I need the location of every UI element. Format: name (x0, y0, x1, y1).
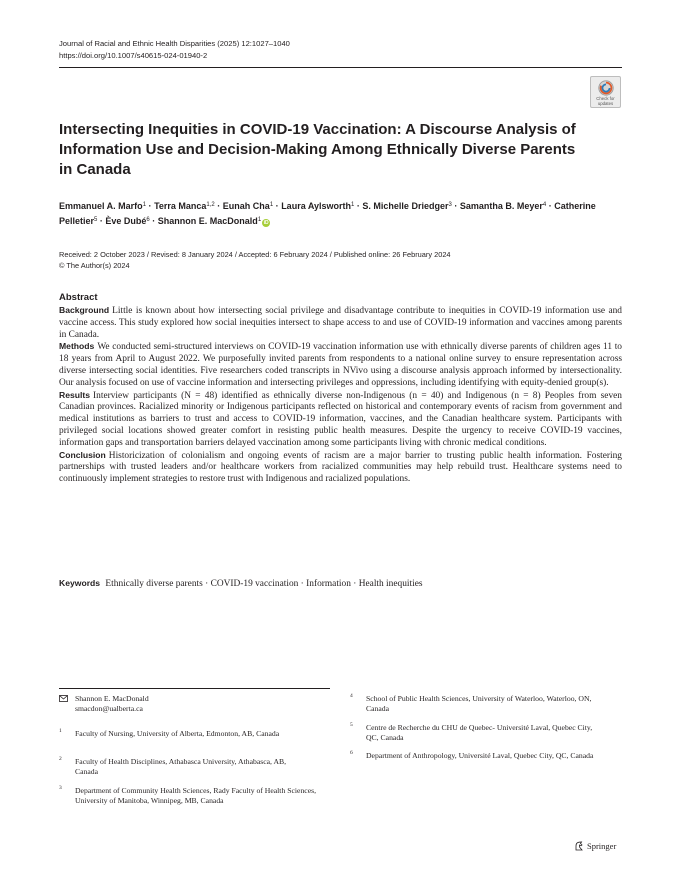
abstract-section-label: Background (59, 305, 110, 315)
badge-line-1: Check for (596, 96, 615, 101)
article-title: Intersecting Inequities in COVID-19 Vaccination: A Discourse Analysis of Information Use and Decision-Making Among Ethnically Diverse Parents in Canada (59, 121, 576, 178)
abstract-body (59, 305, 622, 486)
footnote-rule (59, 688, 330, 689)
article-dates (59, 249, 451, 271)
author-separator: · (454, 201, 458, 211)
affiliation-4 (350, 694, 622, 716)
copyright-line: © The Author(s) 2024 (59, 261, 130, 270)
doi-link[interactable]: https://doi.org/10.1007/s40615-024-01940-2 (59, 51, 208, 60)
author-list (59, 199, 624, 229)
journal-citation: Journal of Racial and Ethnic Health Disparities (2025) 12:1027–1040 (59, 39, 290, 48)
author-affiliation-marker: 5 (94, 217, 98, 223)
abstract-section-results (59, 390, 622, 450)
author-name[interactable]: S. Michelle Driedger (362, 201, 449, 211)
author-separator: · (548, 201, 552, 211)
envelope-icon (59, 695, 68, 702)
author-separator: · (356, 201, 360, 211)
abstract-section-text: Interview participants (N = 48) identified as ethnically diverse non-Indigenous (n = 40) and Indigenous (n = 8) Peoples from seven Canadian provinces. Racialized minority or Indigenous participants reflected on historical and contemporary events of racism from government and medical institutions as barriers to trust and access to COVID-19 information, vaccines, and the Canadian healthcare system. Participants with privileged social locations showed greater comfort in resisting public health measures. Despite the urgency to receive COVID-19 vaccines, information gaps and transportation barriers delayed vaccination among some participants living with chronic medical conditions. (59, 390, 622, 448)
keywords-text: Ethnically diverse parents · COVID-19 vaccination · Information · Health inequities (105, 579, 423, 589)
author-name[interactable]: Shannon E. MacDonald (157, 216, 258, 226)
abstract-section-conclusion (59, 450, 622, 486)
check-for-updates-icon (597, 79, 615, 97)
author-affiliation-marker: 3 (448, 202, 452, 208)
correspondence (59, 694, 329, 716)
springer-horse-icon (574, 841, 584, 851)
author-name[interactable]: Eunah Cha (222, 201, 270, 211)
affiliation-text: Faculty of Health Disciplines, Athabasca University, Athabasca, AB, Canada (75, 757, 287, 776)
affiliation-number: 5 (350, 722, 353, 728)
abstract-section-label: Methods (59, 341, 95, 352)
author-separator: · (99, 216, 103, 226)
author-affiliation-marker: 1 (351, 202, 355, 208)
abstract-heading: Abstract (59, 292, 98, 303)
abstract-section-label: Conclusion (59, 449, 106, 460)
author-separator: · (275, 201, 279, 211)
affiliation-2 (59, 757, 329, 779)
affiliation-text: Department of Community Health Sciences, Rady Faculty of Health Sciences, University of Manitoba, Winnipeg, MB, Canada (75, 786, 317, 805)
affiliation-5 (350, 723, 622, 745)
author-separator: · (148, 201, 152, 211)
correspondence-email[interactable]: smacdon@ualberta.ca (75, 703, 143, 713)
abstract-section-text: We conducted semi-structured interviews on COVID-19 vaccination information use with ethnically diverse parents of children ages 11 to 18 years from April to August 2022. We purposefully invited parents from respondents to a national online survey to ensure representation across diverse intersecting social identities. Five researchers coded transcripts in NVivo using a discourse analysis approach informed by intersectionality. Our analysis focused on use of vaccine information and intersecting privileges and oppressions, including identifying with equity-denied group(s). (59, 342, 622, 388)
affiliation-number: 4 (350, 693, 353, 699)
author-separator: · (152, 216, 156, 226)
correspondence-name: Shannon E. MacDonald (75, 694, 149, 703)
affiliation-number: 3 (59, 785, 62, 791)
affiliation-text: Department of Anthropology, Université Laval, Quebec City, QC, Canada (366, 751, 594, 760)
keywords-label: Keywords (59, 578, 101, 588)
author-separator: · (217, 201, 221, 211)
author-name[interactable]: Ève Dubé (105, 216, 147, 226)
author-name[interactable]: Terra Manca (154, 201, 207, 211)
affiliation-number: 1 (59, 728, 62, 734)
author-name[interactable]: Emmanuel A. Marfo (59, 201, 143, 211)
affiliation-text: Faculty of Nursing, University of Alberta, Edmonton, AB, Canada (75, 729, 280, 738)
abstract-section-background (59, 305, 622, 341)
affiliation-number: 2 (59, 756, 62, 762)
affiliation-3 (59, 786, 329, 818)
keywords (59, 578, 423, 589)
journal-header (59, 38, 290, 62)
check-for-updates-badge[interactable] (590, 76, 621, 108)
abstract-section-label: Results (59, 389, 91, 400)
author-affiliation-marker: 6 (146, 217, 150, 223)
affiliation-text: Centre de Recherche du CHU de Quebec- Université Laval, Quebec City, QC, Canada (366, 723, 593, 742)
author-name[interactable]: Catherine Pelletier (59, 201, 596, 226)
abstract-section-methods (59, 341, 622, 389)
affiliation-number: 6 (350, 750, 353, 756)
author-affiliation-marker: 1 (142, 202, 147, 208)
publisher-name: Springer (587, 841, 617, 851)
orcid-icon[interactable]: iD (263, 220, 269, 226)
author-affiliation-marker: 1,2 (206, 202, 215, 208)
publisher-logo (574, 841, 616, 851)
author-affiliation-marker: 4 (542, 202, 547, 208)
abstract-section-text: Little is known about how intersecting social privilege and disadvantage contribute to inequities in COVID-19 information use and vaccine access. This study explored how social inequities intersect to shape access to and use of COVID-19 information and vaccines among parents in Canada. (59, 306, 622, 340)
author-affiliation-marker: 1 (257, 217, 262, 223)
author-name[interactable]: Laura Aylsworth (281, 201, 352, 211)
publication-history: Received: 2 October 2023 / Revised: 8 January 2024 / Accepted: 6 February 2024 / Published online: 26 February 2024 (59, 250, 451, 259)
affiliation-6 (350, 751, 622, 773)
affiliation-1 (59, 729, 329, 751)
abstract-section-text: Historicization of colonialism and ongoing events of racism are a major barrier to trusting public health information. Fostering partnerships with trusted leaders and/or healthcare workers from racialized communities may help rebuild trust. Healthcare systems need to continuously implement strategies to restore trust with Indigenous and racialized populations. (59, 450, 622, 485)
badge-line-2: updates (597, 100, 614, 106)
author-affiliation-marker: 1 (269, 202, 274, 208)
author-name[interactable]: Samantha B. Meyer (459, 201, 543, 211)
header-rule (59, 67, 622, 68)
affiliation-text: School of Public Health Sciences, University of Waterloo, Waterloo, ON, Canada (366, 694, 592, 713)
